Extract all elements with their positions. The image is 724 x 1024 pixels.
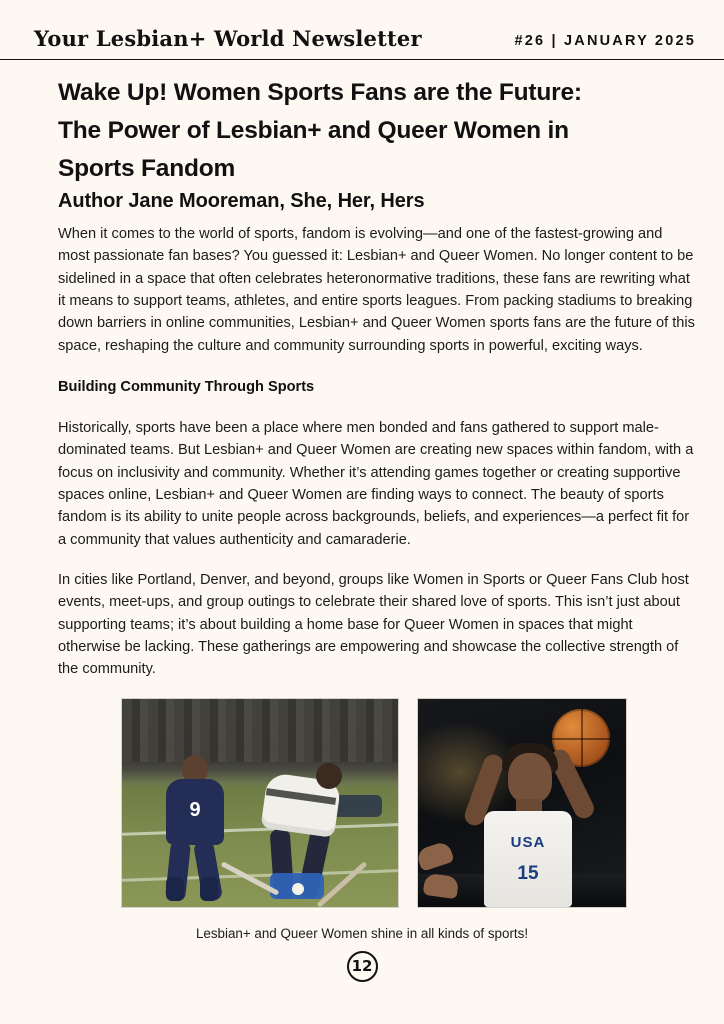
- lead-paragraph: When it comes to the world of sports, fandom is evolving—and one of the fastest-growing and most passionate fan bases? You guessed it: Lesbian+ and Queer Women. No longer content to be sidelined in a space that often celebrates heteronormative traditions, these fans are rewriting what it means to support teams, athletes, and entire sports leagues. From packing stadiums to breaking down barriers in online communities, Lesbian+ and Queer Women sports fans are the future of this space, reshaping the culture and community surrounding sports in powerful, exciting ways.: [58, 225, 695, 354]
- headline-line-1: Wake Up! Women Sports Fans are the Future:: [58, 79, 582, 106]
- player-head: [508, 753, 552, 803]
- paragraph-3: In cities like Portland, Denver, and beyond, groups like Women in Sports or Queer Fans Club host events, meet-ups, and group outings to celebrate their shared love of sports. This isn’t just about supporting teams; it’s about building a home base for Queer Women in spaces that might otherwise be lacking. These gatherings are empowering and showcase the collective strength of the community.: [58, 571, 689, 678]
- author-byline: Author Jane Mooreman, She, Her, Hers: [58, 189, 425, 212]
- jersey-number-right: 15: [517, 863, 539, 885]
- player-head: [316, 763, 342, 789]
- jersey-number-left: 9: [189, 799, 201, 822]
- hand-icon: [423, 873, 460, 900]
- basketball-photo: [417, 698, 627, 908]
- article-body: [0, 60, 724, 680]
- masthead: [0, 0, 724, 60]
- newsletter-title: Your Lesbian+ World Newsletter: [34, 26, 422, 51]
- footer: [0, 951, 724, 982]
- player-sock: [166, 877, 184, 901]
- issue-label: #26 | JANUARY 2025: [514, 33, 696, 49]
- headline-line-3: Sports Fandom: [58, 154, 236, 182]
- player-jersey: [484, 811, 572, 907]
- paragraph-2: Historically, sports have been a place where men bonded and fans gathered to support male-dominated teams. But Lesbian+ and Queer Women are creating new spaces within fandom, with a focus on inclusivity and community. Whether it’s attending games together or creating supportive spaces online, Lesbian+ and Queer Women are finding ways to connect. The beauty of sports fandom is its ability to unite people across backgrounds, beliefs, and experiences—a perfect fit for a community that values authenticity and camaraderie.: [58, 419, 694, 548]
- figure-caption: Lesbian+ and Queer Women shine in all kinds of sports!: [195, 926, 529, 942]
- hockey-player-white: [246, 759, 356, 899]
- player-sock: [200, 877, 218, 901]
- jersey-team-right: USA: [510, 834, 546, 852]
- headline-line-2: The Power of Lesbian+ and Queer Women in: [58, 116, 569, 144]
- page-title: [58, 74, 698, 188]
- section-subheading: Building Community Through Sports: [58, 378, 315, 395]
- hockey-player-navy: [152, 751, 238, 901]
- defender-hands: [418, 841, 478, 901]
- page-number-badge: 12: [347, 951, 378, 982]
- basketball-player: [470, 717, 590, 907]
- photo-row: [0, 698, 724, 908]
- hand-icon: [417, 841, 455, 872]
- field-hockey-photo: [121, 698, 399, 908]
